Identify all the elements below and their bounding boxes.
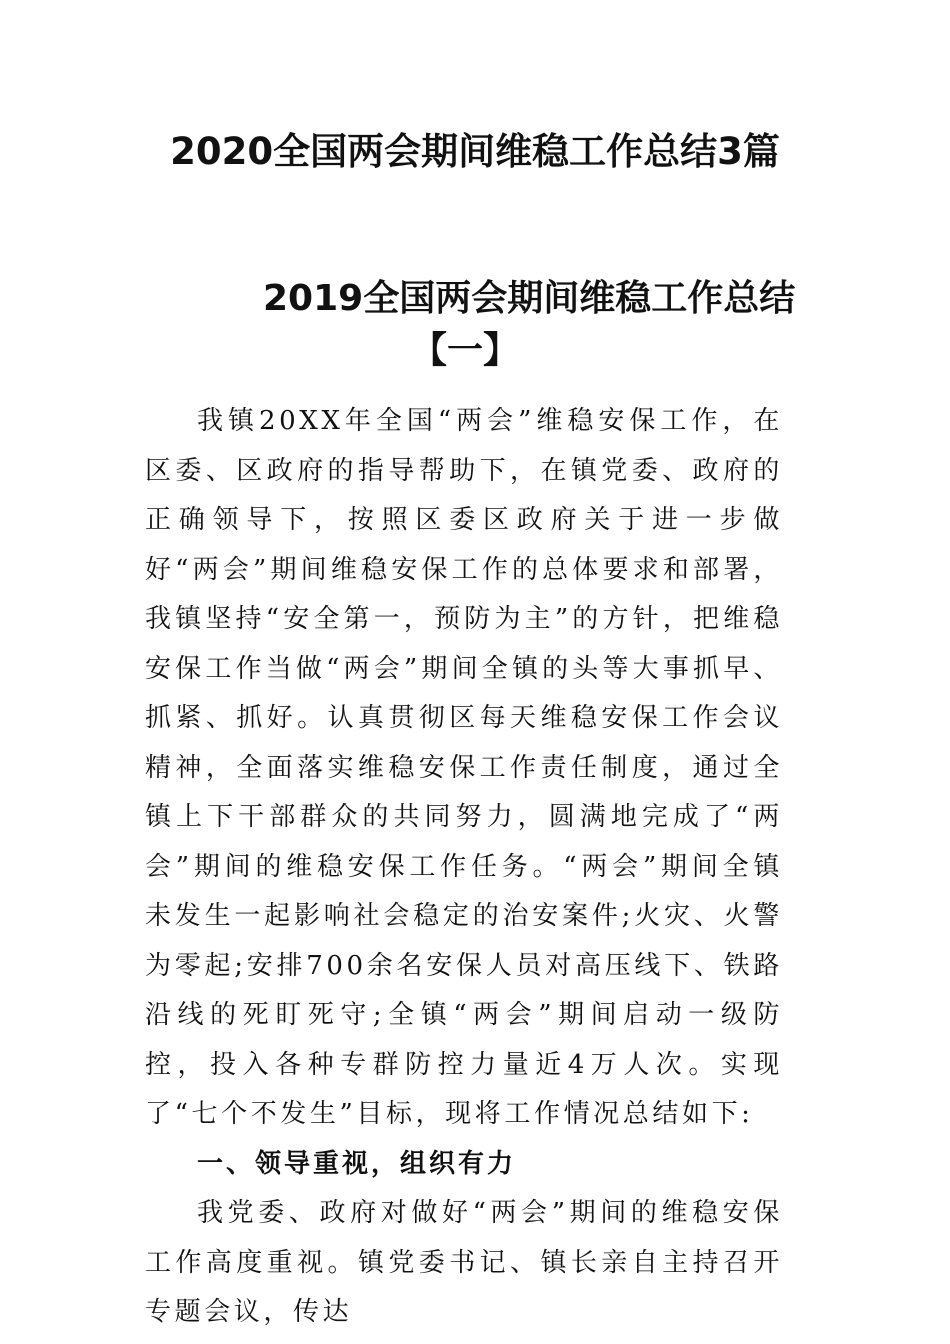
section-title <box>145 274 796 376</box>
heading-leadership: 一、领导重视，组织有力 <box>197 1148 517 1179</box>
paragraph-1: 我镇20XX年全国“两会”维稳安保工作，在区委、区政府的指导帮助下，在镇党委、政府的正确领导下，按照区委区政府关于进一步做好“两会”期间维稳安保工作的总体要求和部署，我镇坚持“安全第一，预防为主”的方针，把维稳安保工作当做“两会”期间全镇的头等大事抓早、抓紧、抓好。认真贯彻区每天维稳安保工作会议精神，全面落实维稳安保工作责任制度，通过全镇上下干部群众的共同努力，圆满地完成了“两会”期间的维稳安保工作任务。“两会”期间全镇未发生一起影响社会稳定的治安案件;火灾、火警为零起;安排700余名安保人员对高压线下、铁路沿线的死盯死守;全镇“两会”期间启动一级防控，投入各种专群防控力量近4万人次。实现了“七个不发生”目标，现将工作情况总结如下: <box>145 406 783 1129</box>
document-title: 2020全国两会期间维稳工作总结3篇 <box>170 130 780 173</box>
paragraph-2: 我党委、政府对做好“两会”期间的维稳安保工作高度重视。镇党委书记、镇长亲自主持召开专题会议，传达 <box>145 1198 783 1327</box>
section-title-line1: 2019全国两会期间维稳工作总结 <box>263 278 796 319</box>
section-title-line2: 【一】 <box>410 330 519 371</box>
body-text <box>145 397 783 1338</box>
